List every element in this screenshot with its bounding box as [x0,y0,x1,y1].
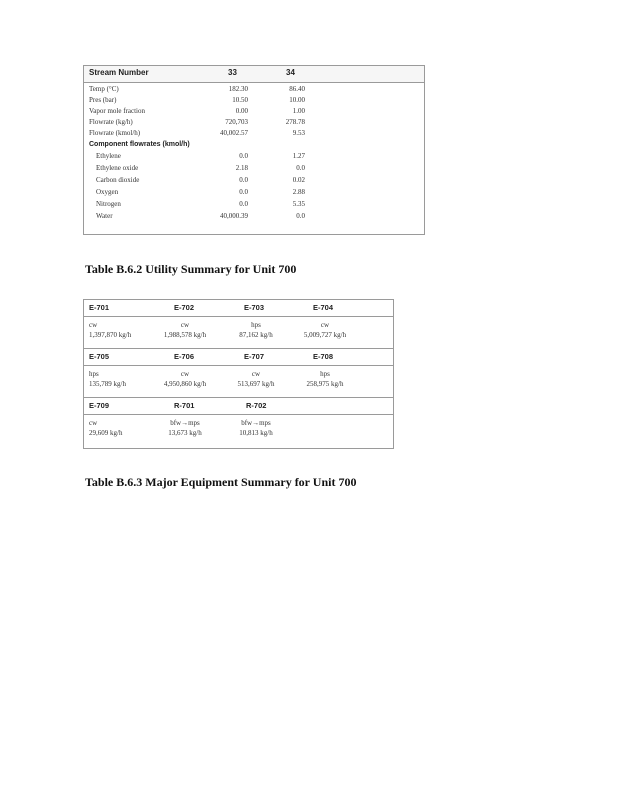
utility-cell [89,369,159,390]
utility-type: cw [89,419,98,427]
equipment-id: E-708 [313,352,334,361]
utility-cell [290,320,360,341]
utility-flow: 87,162 kg/h [239,331,273,339]
row-value-33: 0.0 [239,200,248,208]
row-value-34: 9.53 [292,129,305,137]
utility-block [84,300,393,348]
table-row [84,211,424,222]
row-value-33: 40,000.39 [220,212,248,220]
row-label: Flowrate (kmol/h) [89,129,141,137]
utility-type: hps [320,370,330,378]
row-value-33: 0.0 [239,176,248,184]
utility-type: bfw→mps [170,419,200,427]
row-value-34: 86.40 [289,85,305,93]
component-section-label: Component flowrates (kmol/h) [89,141,190,148]
row-value-33: 2.18 [235,164,248,172]
utility-type: cw [180,321,190,329]
utility-cell [290,369,360,390]
row-value-34: 278.78 [285,118,305,126]
row-label: Water [96,212,113,220]
equipment-id: E-706 [174,352,195,361]
stream-col-34: 34 [286,68,295,77]
utility-flow: 1,397,870 kg/h [89,331,132,339]
utility-type: cw [89,321,98,329]
row-value-33: 10.50 [232,96,248,104]
utility-cell [89,320,159,341]
row-value-33: 0.0 [239,188,248,196]
equipment-id: E-705 [89,352,110,361]
stream-table [83,65,425,235]
row-value-33: 40,002.57 [220,129,248,137]
section-row [84,139,424,150]
stream-number-label: Stream Number [89,68,149,77]
row-value-33: 720,703 [225,118,248,126]
utility-table-caption: Table B.6.2 Utility Summary for Unit 700 [85,262,297,276]
utility-type: bfw→mps [241,419,271,427]
stream-col-33: 33 [228,68,237,77]
row-value-34: 10.00 [289,96,305,104]
utility-type: cw [180,370,190,378]
utility-flow: 135,789 kg/h [89,380,126,388]
row-value-34: 1.27 [292,152,305,160]
row-value-34: 0.0 [296,212,305,220]
table-row [84,163,424,174]
utility-flow: 258,975 kg/h [306,380,344,388]
utility-type: cw [251,370,261,378]
utility-block [84,398,393,448]
utility-flow: 13,673 kg/h [168,429,202,437]
row-label: Ethylene [96,152,121,160]
row-value-33: 0.0 [239,152,248,160]
utility-cell [150,418,220,439]
row-value-33: 0.00 [235,107,248,115]
equipment-id: E-704 [313,303,334,312]
utility-flow: 4,950,860 kg/h [163,380,207,388]
utility-cell [150,320,220,341]
row-label: Oxygen [96,188,119,196]
equipment-id: E-703 [244,303,265,312]
row-label: Pres (bar) [89,96,117,104]
table-row [84,128,424,139]
row-value-34: 0.0 [296,164,305,172]
utility-cell [221,418,291,439]
utility-block [84,349,393,397]
utility-type: hps [89,370,99,378]
row-label: Flowrate (kg/h) [89,118,133,126]
row-label: Carbon dioxide [96,176,140,184]
equipment-id: E-701 [89,303,110,312]
utility-cell [150,369,220,390]
row-label: Temp (°C) [89,85,119,93]
table-row [84,84,424,95]
utility-block-header [84,349,393,366]
utility-flow: 29,609 kg/h [89,429,123,437]
table-row [84,175,424,186]
equipment-id: E-709 [89,401,110,410]
stream-table-header [84,66,424,83]
table-row [84,151,424,162]
utility-cell [221,320,291,341]
utility-flow: 513,697 kg/h [237,380,275,388]
row-value-33: 182.30 [228,85,248,93]
utility-block-header [84,398,393,415]
utility-flow: 5,009,727 kg/h [303,331,347,339]
row-value-34: 1.00 [292,107,305,115]
row-label: Nitrogen [96,200,121,208]
utility-table [83,299,394,449]
utility-flow: 10,813 kg/h [239,429,273,437]
utility-type: cw [320,321,330,329]
equipment-id: E-702 [174,303,195,312]
row-label: Ethylene oxide [96,164,139,172]
table-row [84,199,424,210]
utility-cell [89,418,159,439]
utility-cell [221,369,291,390]
equipment-id: R-702 [246,401,267,410]
utility-type: hps [251,321,261,329]
equipment-table-caption: Table B.6.3 Major Equipment Summary for Unit 700 [85,475,357,489]
utility-flow: 1,988,578 kg/h [163,331,207,339]
row-value-34: 5.35 [292,200,305,208]
equipment-id: E-707 [244,352,265,361]
table-row [84,117,424,128]
equipment-id: R-701 [174,401,195,410]
row-value-34: 2.88 [292,188,305,196]
row-value-34: 0.02 [292,176,305,184]
row-label: Vapor mole fraction [89,107,145,115]
table-row [84,95,424,106]
table-row [84,187,424,198]
table-row [84,106,424,117]
utility-block-header [84,300,393,317]
